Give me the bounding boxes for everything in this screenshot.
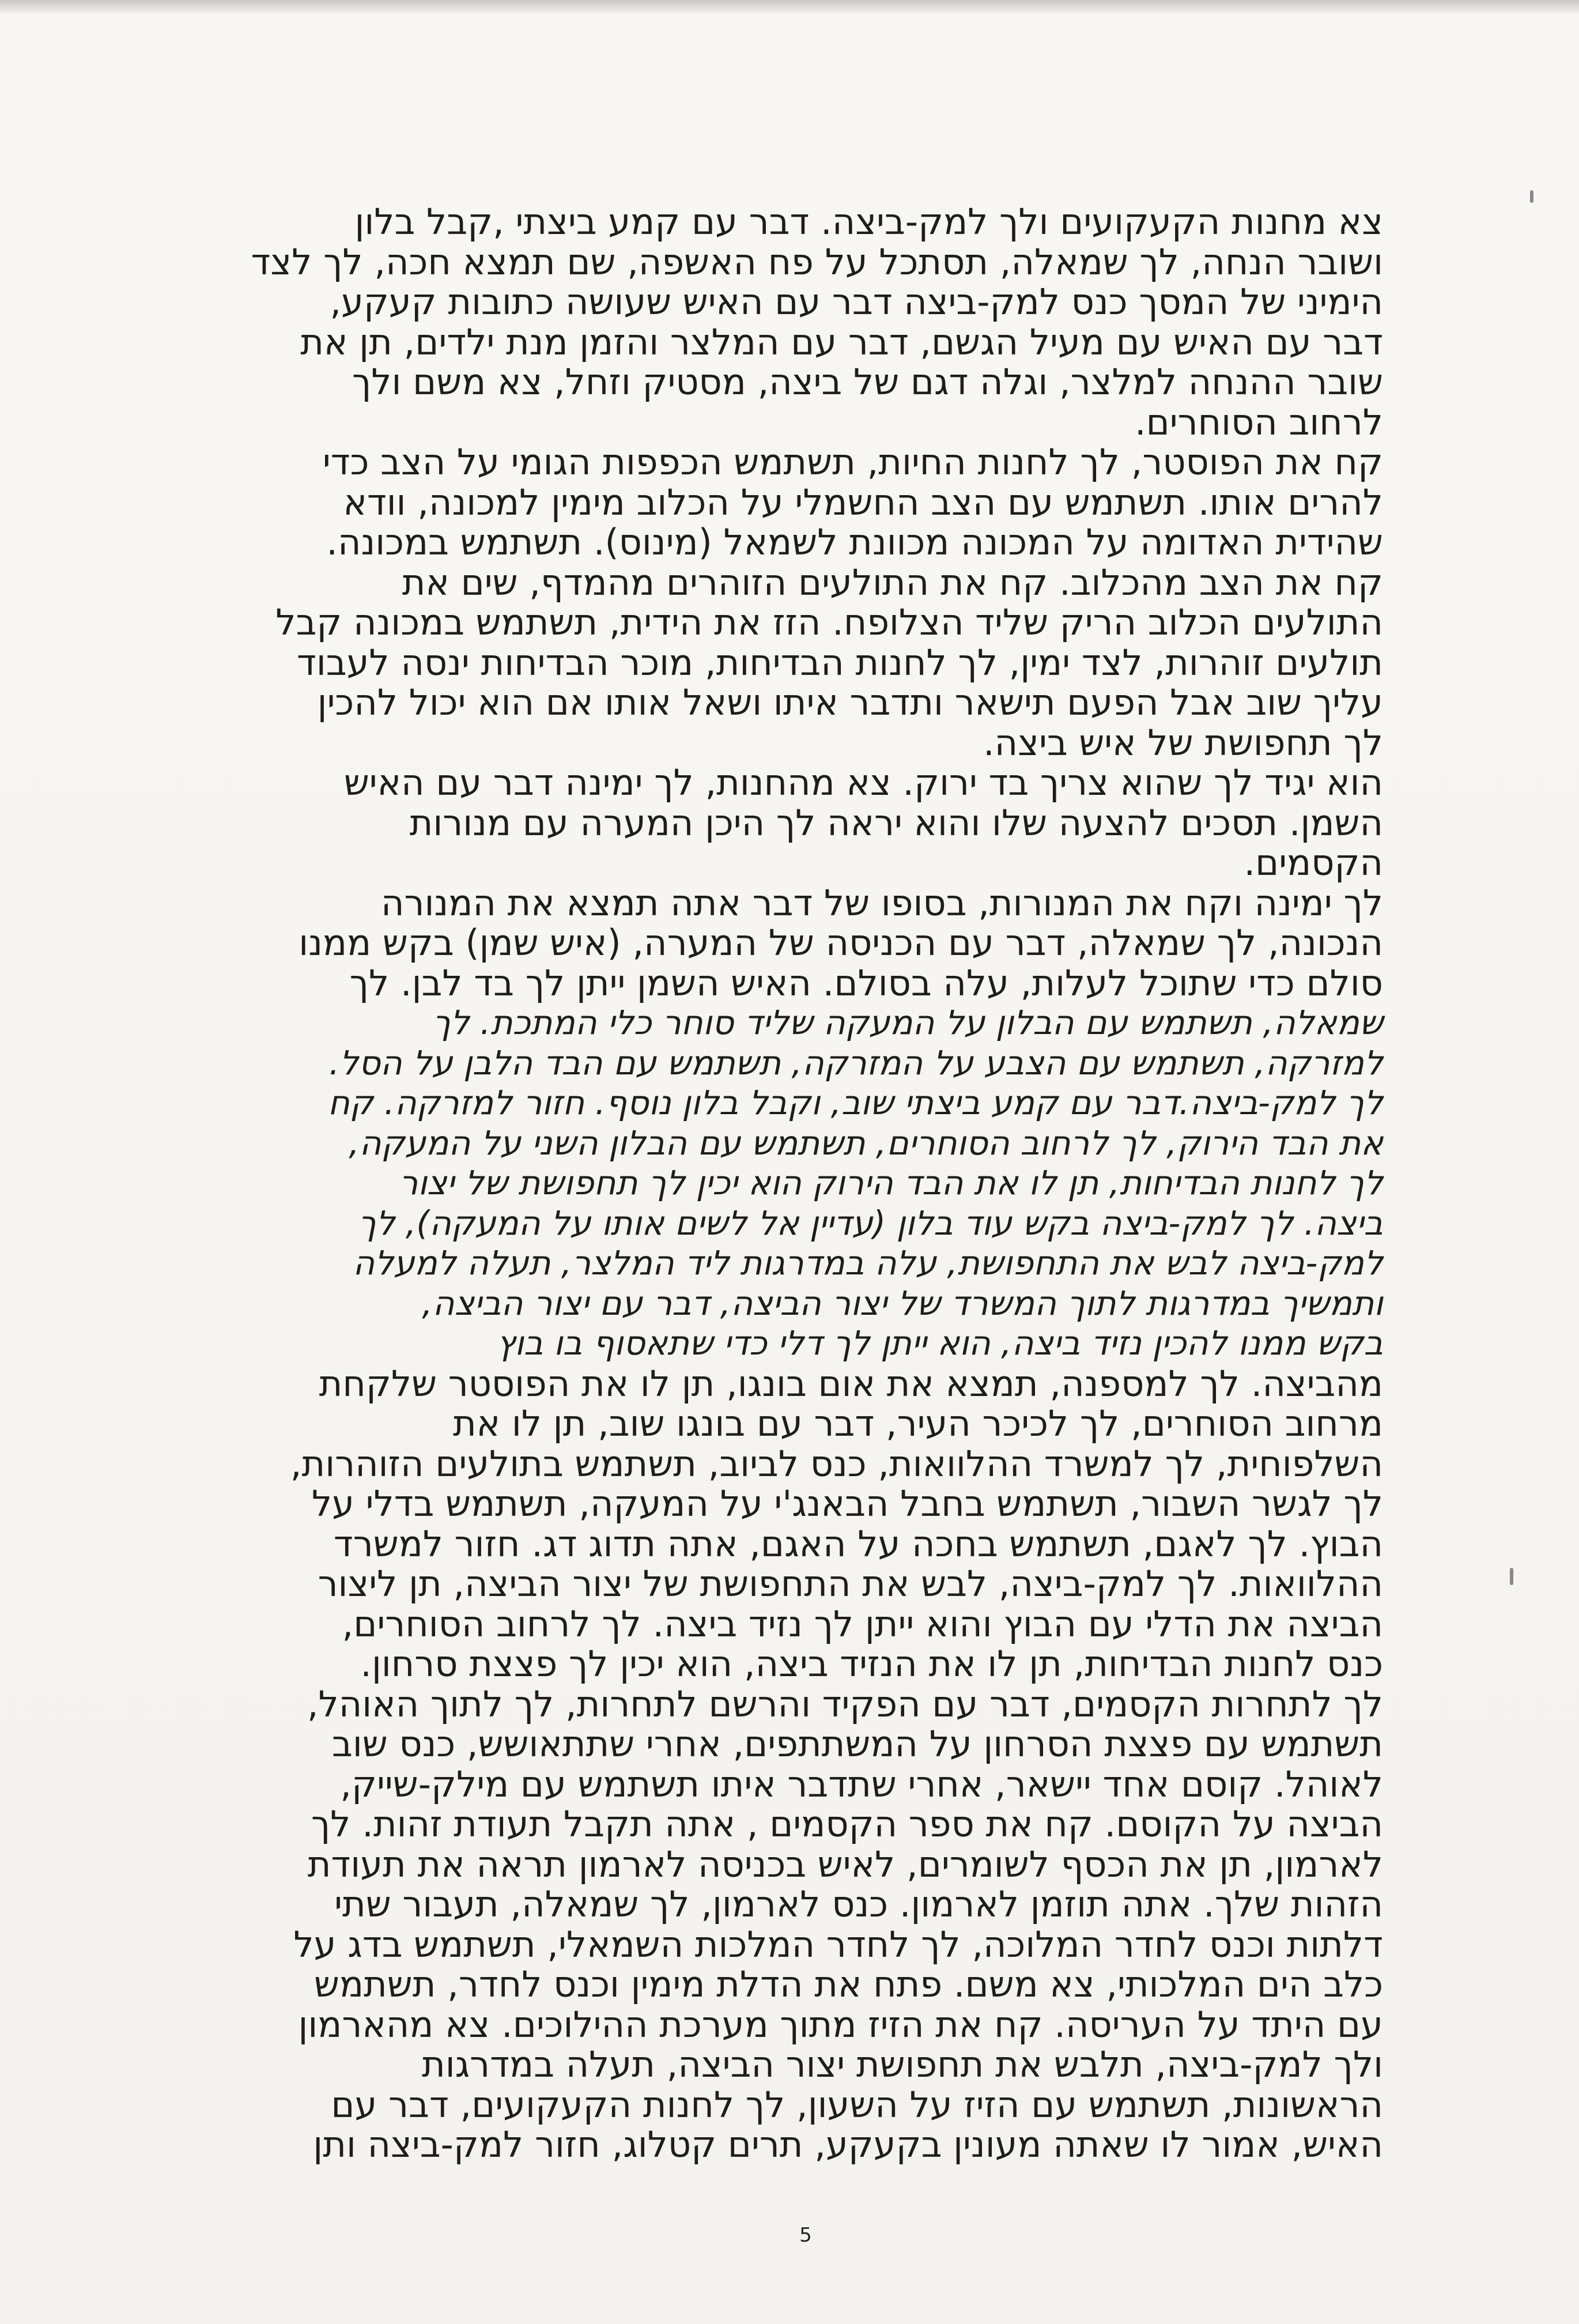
text-line: את הבד הירוק, לך לרחוב הסוחרים, תשתמש עם הבלון השני על המעקה, bbox=[349, 1123, 1383, 1163]
text-line: קח את הפוסטר, לך לחנות החיות, תשתמש הכפפות הגומי על הצב כדי bbox=[322, 441, 1383, 483]
text-line: שהידית האדומה על המכונה מכוונת לשמאל (מינוס). תשתמש במכונה. bbox=[326, 521, 1383, 563]
text-line: לרחוב הסוחרים. bbox=[1134, 401, 1383, 443]
text-line: לך לחנות הבדיחות, תן לו את הבד הירוק הוא יכין לך תחפושת של יצור bbox=[399, 1163, 1383, 1202]
text-line: תשתמש עם פצצת הסרחון על המשתתפים, אחרי שתתאושש, כנס שוב bbox=[331, 1723, 1383, 1765]
text-line: בקש ממנו להכין נזיד ביצה, הוא ייתן לך דלי כדי שתאסוף בו בוץ bbox=[496, 1323, 1383, 1363]
scan-speck bbox=[1510, 1568, 1513, 1585]
text-line: לארמון, תן את הכסף לשומרים, לאיש בכניסה לארמון תראה את תעודת bbox=[307, 1843, 1383, 1885]
text-line: שובר ההנחה למלצר, וגלה דגם של ביצה, מסטיק וזחל, צא משם ולך bbox=[352, 361, 1383, 403]
text-line: לך למק-ביצה.דבר עם קמע ביצתי שוב, וקבל בלון נוסף. חזור למזרקה. קח bbox=[328, 1083, 1383, 1122]
text-line: הוא יגיד לך שהוא צריך בד ירוק. צא מהחנות, לך ימינה דבר עם האיש bbox=[343, 761, 1383, 803]
text-line: מרחוב הסוחרים, לך לכיכר העיר, דבר עם בונגו שוב, תן לו את bbox=[452, 1402, 1383, 1444]
page-number: 5 bbox=[799, 2224, 812, 2247]
text-line: ושובר הנחה, לך שמאלה, תסתכל על פח האשפה, שם תמצא חכה, לך לצד bbox=[251, 240, 1383, 283]
text-line: לך לגשר השבור, תשתמש בחבל הבאנג'י על המעקה, תשתמש בדלי על bbox=[311, 1482, 1383, 1525]
walkthrough-text bbox=[251, 201, 1383, 2165]
text-line: ביצה. לך למק-ביצה בקש עוד בלון (עדיין אל לשים אותו על המעקה), לך bbox=[358, 1203, 1383, 1243]
text-line: למק-ביצה לבש את התחפושת, עלה במדרגות ליד המלצר, תעלה למעלה bbox=[353, 1243, 1383, 1282]
text-line: התולעים הכלוב הריק שליד הצלופח. הזז את הידית, תשתמש במכונה קבל bbox=[275, 601, 1383, 643]
text-line: השלפוחית, לך למשרד ההלוואות, כנס לביוב, תשתמש בתולעים הזוהרות, bbox=[290, 1442, 1383, 1485]
text-line: תולעים זוהרות, לצד ימין, לך לחנות הבדיחות, מוכר הבדיחות ינסה לעבוד bbox=[296, 641, 1383, 684]
text-line: לך תחפושת של איש ביצה. bbox=[983, 721, 1383, 764]
text-line: הבוץ. לך לאגם, תשתמש בחכה על האגם, אתה תדוג דג. חזור למשרד bbox=[333, 1522, 1383, 1565]
text-line: הביצה על הקוסם. קח את ספר הקסמים , אתה תקבל תעודת זהות. לך bbox=[311, 1803, 1383, 1845]
text-line: כלב הים המלכותי, צא משם. פתח את הדלת מימין וכנס לחדר, תשתמש bbox=[314, 1963, 1383, 2005]
text-line: סולם כדי שתוכל לעלות, עלה בסולם. האיש השמן ייתן לך בד לבן. לך bbox=[349, 961, 1383, 1004]
text-line: ולך למק-ביצה, תלבש את תחפושת יצור הביצה, תעלה במדרגות bbox=[421, 2043, 1383, 2085]
text-line: האיש, אמור לו שאתה מעונין בקעקע, תרים קטלוג, חזור למק-ביצה ותן bbox=[313, 2123, 1383, 2165]
text-line: דבר עם האיש עם מעיל הגשם, דבר עם המלצר והזמן מנת ילדים, תן את bbox=[300, 320, 1383, 363]
text-line: הזהות שלך. אתה תוזמן לארמון. כנס לארמון, לך שמאלה, תעבור שתי bbox=[334, 1883, 1383, 1925]
scan-top-edge bbox=[0, 0, 1579, 15]
text-line: למזרקה, תשתמש עם הצבע על המזרקה, תשתמש עם הבד הלבן על הסל. bbox=[328, 1043, 1383, 1082]
text-line: ההלוואות. לך למק-ביצה, לבש את התחפושת של יצור הביצה, תן ליצור bbox=[318, 1563, 1383, 1605]
text-line: הראשונות, תשתמש עם הזיז על השעון, לך לחנות הקעקועים, דבר עם bbox=[331, 2083, 1383, 2126]
scan-speck bbox=[1530, 190, 1533, 203]
text-line: לך לתחרות הקסמים, דבר עם הפקיד והרשם לתחרות, לך לתוך האוהל, bbox=[307, 1682, 1383, 1725]
text-line: השמן. תסכים להצעה שלו והוא יראה לך היכן המערה עם מנורות bbox=[409, 801, 1383, 844]
text-line: עליך שוב אבל הפעם תישאר ותדבר איתו ושאל אותו אם הוא יכול להכין bbox=[317, 681, 1383, 723]
text-line: שמאלה, תשתמש עם הבלון על המעקה שליד סוחר כלי המתכת. לך bbox=[432, 1003, 1383, 1042]
text-line: דלתות וכנס לחדר המלוכה, לך לחדר המלכות השמאלי, תשתמש בדג על bbox=[293, 1923, 1383, 1965]
text-line: ותמשיך במדרגות לתוך המשרד של יצור הביצה, דבר עם יצור הביצה, bbox=[422, 1283, 1383, 1323]
text-line: לאוהל. קוסם אחד יישאר, אחרי שתדבר איתו תשתמש עם מילק-שייק, bbox=[340, 1763, 1383, 1805]
text-line: לך ימינה וקח את המנורות, בסופו של דבר אתה תמצא את המנורה bbox=[381, 881, 1383, 924]
text-line: צא מחנות הקעקועים ולך למק-ביצה. דבר עם קמע ביצתי ,קבל בלון bbox=[354, 201, 1383, 243]
text-line: להרים אותו. תשתמש עם הצב החשמלי על הכלוב מימין למכונה, וודא bbox=[343, 481, 1383, 523]
text-line: כנס לחנות הבדיחות, תן לו את הנזיד ביצה, הוא יכין לך פצצת סרחון. bbox=[360, 1643, 1383, 1685]
text-line: הנכונה, לך שמאלה, דבר עם הכניסה של המערה, (איש שמן) בקש ממנו bbox=[299, 922, 1383, 964]
text-line: הימיני של המסך כנס למק-ביצה דבר עם האיש שעושה כתובות קעקע, bbox=[330, 281, 1383, 323]
text-line: מהביצה. לך למספנה, תמצא את אום בונגו, תן לו את הפוסטר שלקחת bbox=[319, 1362, 1383, 1405]
text-line: קח את הצב מהכלוב. קח את התולעים הזוהרים מהמדף, שים את bbox=[402, 561, 1383, 603]
text-line: עם היתד על העריסה. קח את הזיז מתוך מערכת ההילוכים. צא מהארמון bbox=[298, 2003, 1383, 2046]
text-line: הקסמים. bbox=[1244, 842, 1383, 884]
text-line: הביצה את הדלי עם הבוץ והוא ייתן לך נזיד ביצה. לך לרחוב הסוחרים, bbox=[342, 1602, 1383, 1645]
